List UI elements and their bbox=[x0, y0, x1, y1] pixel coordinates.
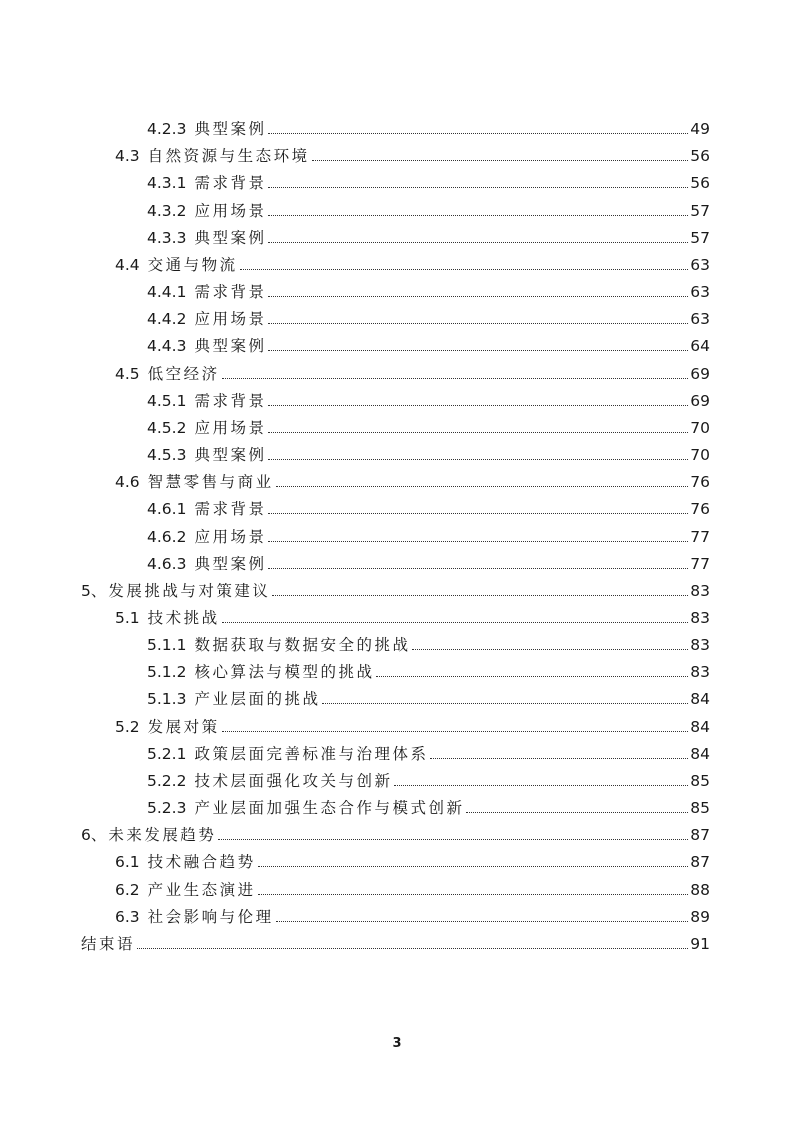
toc-entry-number: 4.6 bbox=[115, 473, 140, 492]
toc-entry[interactable] bbox=[0, 681, 794, 708]
dot-leader bbox=[268, 541, 688, 542]
toc-entry-title: 数据获取与数据安全的挑战 bbox=[194, 636, 411, 655]
toc-entry-number: 5.1 bbox=[115, 608, 140, 627]
toc-entry-page: 85 bbox=[690, 771, 710, 790]
toc-entry-number: 4.6.3 bbox=[147, 554, 187, 573]
dot-leader bbox=[430, 758, 688, 759]
table-of-contents bbox=[0, 111, 794, 953]
page-number: 3 bbox=[392, 1036, 402, 1051]
dot-leader bbox=[268, 187, 688, 188]
dot-leader bbox=[272, 595, 688, 596]
toc-entry-number: 6、 bbox=[81, 826, 107, 845]
toc-entry-page: 69 bbox=[690, 391, 710, 410]
toc-entry[interactable] bbox=[0, 926, 794, 953]
toc-entry-page: 91 bbox=[690, 934, 710, 953]
toc-entry-page: 77 bbox=[690, 554, 710, 573]
dot-leader bbox=[268, 405, 688, 406]
toc-entry-page: 56 bbox=[690, 174, 710, 193]
toc-entry-title: 典型案例 bbox=[194, 446, 267, 465]
toc-entry-title: 技术融合趋势 bbox=[147, 853, 256, 872]
toc-entry-title: 需求背景 bbox=[194, 174, 267, 193]
toc-entry-title: 典型案例 bbox=[194, 554, 267, 573]
toc-entry-title: 应用场景 bbox=[194, 527, 267, 546]
toc-entry-number: 5.2.1 bbox=[147, 744, 187, 763]
toc-entry[interactable] bbox=[0, 383, 794, 410]
toc-entry-title: 自然资源与生态环境 bbox=[147, 147, 310, 166]
dot-leader bbox=[394, 785, 688, 786]
toc-entry[interactable] bbox=[0, 654, 794, 681]
toc-entry-number: 6.3 bbox=[115, 907, 140, 926]
toc-entry-title: 需求背景 bbox=[194, 283, 267, 302]
toc-entry-page: 63 bbox=[690, 255, 710, 274]
dot-leader bbox=[268, 323, 688, 324]
toc-entry-page: 84 bbox=[690, 744, 710, 763]
toc-entry[interactable] bbox=[0, 301, 794, 328]
toc-entry-page: 57 bbox=[690, 228, 710, 247]
toc-entry-page: 69 bbox=[690, 364, 710, 383]
dot-leader bbox=[276, 921, 689, 922]
toc-entry-title: 产业层面的挑战 bbox=[194, 690, 321, 709]
toc-entry-number: 4.4.3 bbox=[147, 337, 187, 356]
toc-entry[interactable] bbox=[0, 464, 794, 491]
toc-entry-title: 产业层面加强生态合作与模式创新 bbox=[194, 799, 465, 818]
dot-leader bbox=[268, 513, 688, 514]
toc-entry-title: 产业生态演进 bbox=[147, 880, 256, 899]
toc-entry-title: 典型案例 bbox=[194, 337, 267, 356]
dot-leader bbox=[222, 378, 689, 379]
toc-entry-number: 4.4.1 bbox=[147, 283, 187, 302]
dot-leader bbox=[268, 459, 688, 460]
toc-entry-number: 4.3.2 bbox=[147, 201, 187, 220]
toc-entry-page: 83 bbox=[690, 663, 710, 682]
toc-entry-title: 交通与物流 bbox=[147, 255, 238, 274]
toc-entry[interactable] bbox=[0, 220, 794, 247]
toc-entry[interactable] bbox=[0, 111, 794, 138]
toc-entry-page: 83 bbox=[690, 608, 710, 627]
toc-entry-number: 4.4.2 bbox=[147, 310, 187, 329]
toc-entry-page: 85 bbox=[690, 799, 710, 818]
toc-entry-title: 核心算法与模型的挑战 bbox=[194, 663, 375, 682]
toc-entry-title: 社会影响与伦理 bbox=[147, 907, 274, 926]
toc-entry-number: 4.5.3 bbox=[147, 446, 187, 465]
dot-leader bbox=[412, 649, 688, 650]
dot-leader bbox=[258, 866, 689, 867]
toc-entry-page: 70 bbox=[690, 418, 710, 437]
toc-entry[interactable] bbox=[0, 899, 794, 926]
toc-entry-title: 技术层面强化攻关与创新 bbox=[194, 771, 393, 790]
dot-leader bbox=[268, 432, 688, 433]
toc-entry-title: 发展对策 bbox=[147, 717, 220, 736]
toc-entry-page: 70 bbox=[690, 446, 710, 465]
toc-entry-number: 4.5.2 bbox=[147, 418, 187, 437]
dot-leader bbox=[268, 296, 688, 297]
toc-entry-page: 63 bbox=[690, 310, 710, 329]
toc-entry-number: 5.1.3 bbox=[147, 690, 187, 709]
dot-leader bbox=[222, 622, 689, 623]
toc-entry-page: 84 bbox=[690, 690, 710, 709]
toc-entry-page: 56 bbox=[690, 147, 710, 166]
toc-entry-title: 政策层面完善标准与治理体系 bbox=[194, 744, 429, 763]
toc-entry-number: 4.6.2 bbox=[147, 527, 187, 546]
toc-entry-title: 典型案例 bbox=[194, 120, 267, 139]
toc-entry[interactable] bbox=[0, 627, 794, 654]
dot-leader bbox=[276, 486, 689, 487]
toc-entry-title: 应用场景 bbox=[194, 310, 267, 329]
toc-entry-page: 77 bbox=[690, 527, 710, 546]
toc-entry-number: 6.1 bbox=[115, 853, 140, 872]
toc-entry-title: 发展挑战与对策建议 bbox=[108, 581, 271, 600]
toc-entry-number: 4.5.1 bbox=[147, 391, 187, 410]
dot-leader bbox=[268, 215, 688, 216]
toc-entry[interactable] bbox=[0, 817, 794, 844]
toc-entry[interactable] bbox=[0, 437, 794, 464]
toc-entry-number: 5.2.3 bbox=[147, 799, 187, 818]
toc-entry[interactable] bbox=[0, 274, 794, 301]
dot-leader bbox=[268, 242, 688, 243]
dot-leader bbox=[376, 676, 688, 677]
toc-entry-number: 5.2.2 bbox=[147, 771, 187, 790]
toc-entry-number: 4.5 bbox=[115, 364, 140, 383]
toc-entry[interactable] bbox=[0, 600, 794, 627]
toc-entry[interactable] bbox=[0, 736, 794, 763]
toc-entry[interactable] bbox=[0, 410, 794, 437]
toc-entry-page: 49 bbox=[690, 120, 710, 139]
toc-entry-title: 低空经济 bbox=[147, 364, 220, 383]
toc-entry-number: 4.4 bbox=[115, 255, 140, 274]
toc-entry-number: 5.1.2 bbox=[147, 663, 187, 682]
toc-entry-number: 4.2.3 bbox=[147, 120, 187, 139]
toc-entry[interactable] bbox=[0, 844, 794, 871]
toc-entry-title: 典型案例 bbox=[194, 228, 267, 247]
toc-entry-number: 4.3.3 bbox=[147, 228, 187, 247]
toc-entry-page: 88 bbox=[690, 880, 710, 899]
toc-entry[interactable] bbox=[0, 518, 794, 545]
dot-leader bbox=[268, 133, 688, 134]
toc-entry[interactable] bbox=[0, 790, 794, 817]
toc-entry-title: 技术挑战 bbox=[147, 608, 220, 627]
toc-entry-number: 4.6.1 bbox=[147, 500, 187, 519]
toc-entry[interactable] bbox=[0, 328, 794, 355]
toc-entry-title: 应用场景 bbox=[194, 418, 267, 437]
dot-leader bbox=[258, 894, 689, 895]
dot-leader bbox=[240, 269, 689, 270]
toc-entry-title: 需求背景 bbox=[194, 391, 267, 410]
toc-entry-page: 64 bbox=[690, 337, 710, 356]
toc-entry-number: 5、 bbox=[81, 581, 107, 600]
toc-entry-title: 结束语 bbox=[81, 934, 136, 953]
toc-entry-title: 智慧零售与商业 bbox=[147, 473, 274, 492]
toc-entry-title: 未来发展趋势 bbox=[108, 826, 217, 845]
toc-entry[interactable] bbox=[0, 871, 794, 898]
toc-entry-page: 63 bbox=[690, 283, 710, 302]
toc-entry-page: 83 bbox=[690, 581, 710, 600]
toc-entry-title: 需求背景 bbox=[194, 500, 267, 519]
toc-entry[interactable] bbox=[0, 355, 794, 382]
toc-entry-page: 57 bbox=[690, 201, 710, 220]
toc-entry-page: 89 bbox=[690, 907, 710, 926]
toc-entry[interactable] bbox=[0, 491, 794, 518]
dot-leader bbox=[268, 568, 688, 569]
toc-entry-number: 4.3.1 bbox=[147, 174, 187, 193]
toc-entry-number: 6.2 bbox=[115, 880, 140, 899]
toc-entry[interactable] bbox=[0, 138, 794, 165]
toc-entry-number: 5.1.1 bbox=[147, 636, 187, 655]
dot-leader bbox=[222, 731, 689, 732]
toc-entry-page: 87 bbox=[690, 853, 710, 872]
dot-leader bbox=[322, 703, 688, 704]
toc-entry-title: 应用场景 bbox=[194, 201, 267, 220]
toc-entry-number: 5.2 bbox=[115, 717, 140, 736]
toc-entry-number: 4.3 bbox=[115, 147, 140, 166]
toc-entry-page: 84 bbox=[690, 717, 710, 736]
toc-entry[interactable] bbox=[0, 708, 794, 735]
toc-entry[interactable] bbox=[0, 763, 794, 790]
toc-entry-page: 87 bbox=[690, 826, 710, 845]
toc-entry[interactable] bbox=[0, 573, 794, 600]
toc-entry-page: 76 bbox=[690, 500, 710, 519]
dot-leader bbox=[312, 160, 689, 161]
dot-leader bbox=[218, 839, 688, 840]
toc-entry[interactable] bbox=[0, 546, 794, 573]
dot-leader bbox=[268, 350, 688, 351]
dot-leader bbox=[137, 948, 688, 949]
toc-entry[interactable] bbox=[0, 165, 794, 192]
toc-entry[interactable] bbox=[0, 192, 794, 219]
toc-entry-page: 83 bbox=[690, 636, 710, 655]
toc-entry[interactable] bbox=[0, 247, 794, 274]
dot-leader bbox=[466, 812, 688, 813]
toc-entry-page: 76 bbox=[690, 473, 710, 492]
